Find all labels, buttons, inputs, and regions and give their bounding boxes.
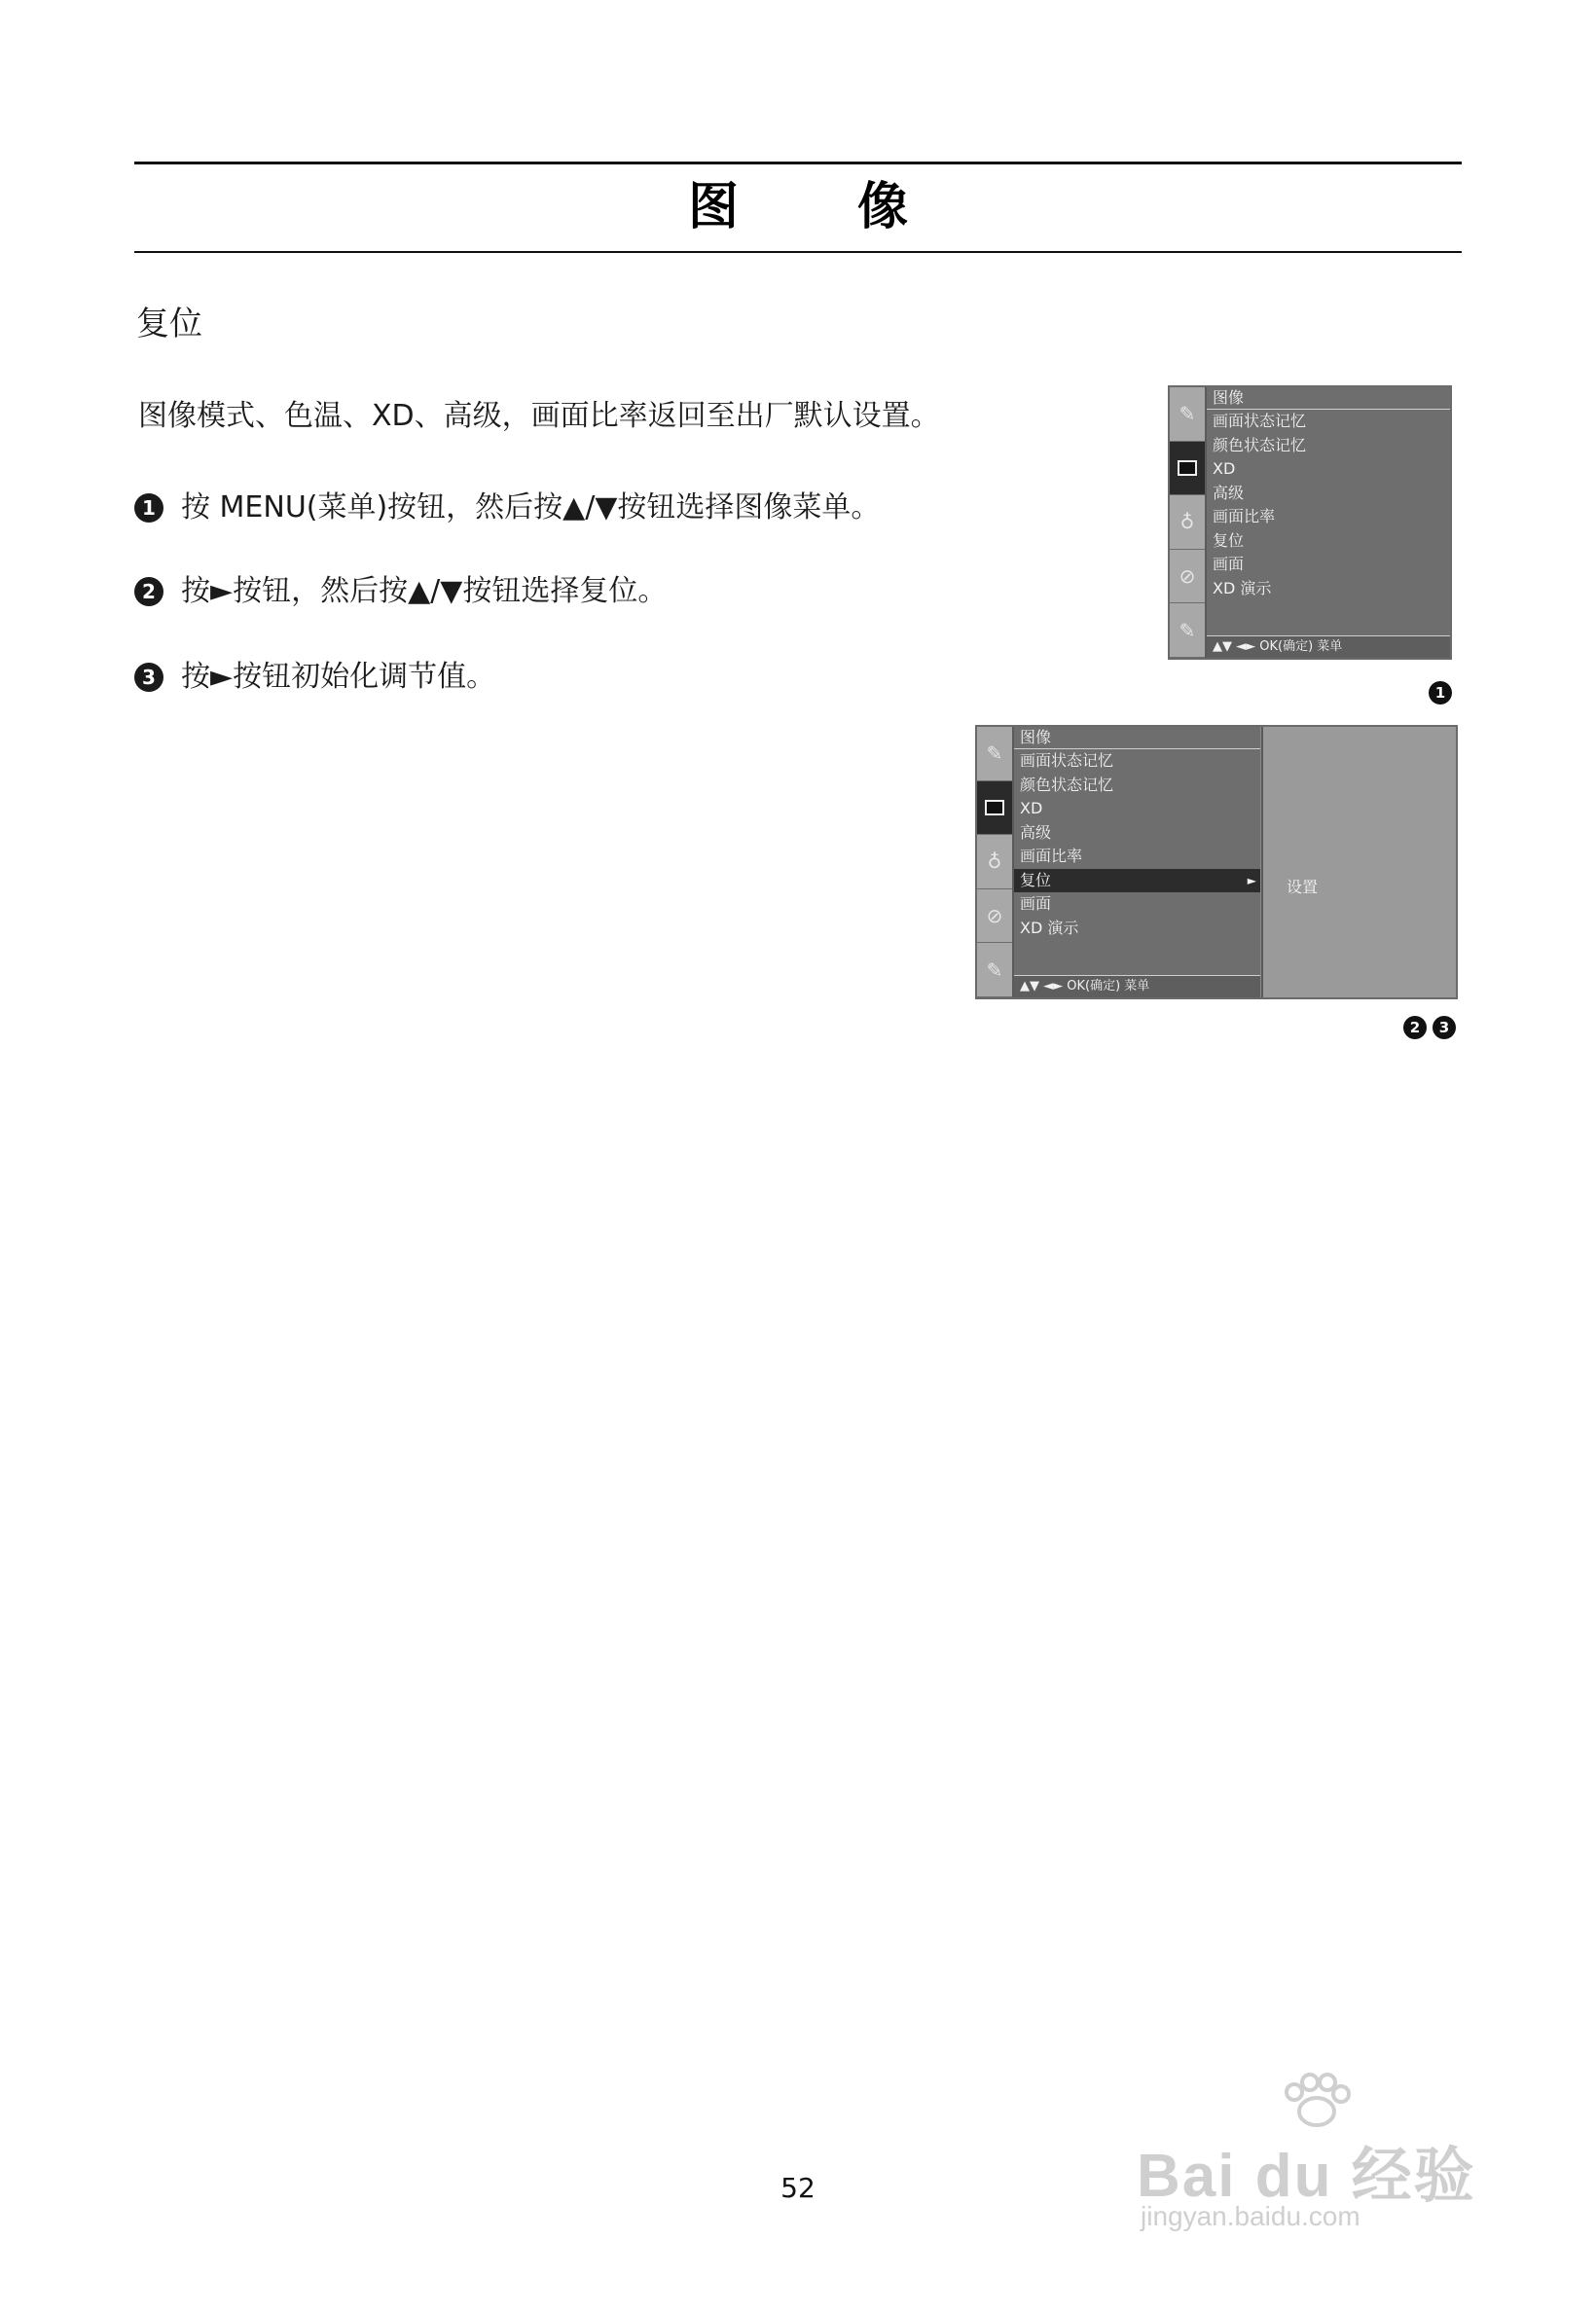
osd-menu-item: 画面: [1020, 894, 1052, 913]
header-rule-bottom: [134, 251, 1462, 253]
step-1: [134, 488, 880, 527]
osd-menu-item: 画面状态记忆: [1213, 412, 1307, 430]
step-number-icon: 3: [134, 663, 163, 692]
sound-icon: ♁: [977, 835, 1012, 889]
satellite-icon: ✎: [1170, 387, 1205, 442]
picture-icon: [1170, 442, 1205, 496]
page-title: 图 像: [687, 178, 960, 236]
osd-menu-item-label: 复位: [1020, 870, 1052, 889]
watermark-url: jingyan.baidu.com: [1141, 2201, 1360, 2231]
sound-icon: ♁: [1170, 495, 1205, 550]
right-arrow-icon: ►: [1247, 873, 1256, 887]
time-icon: ⊘: [1170, 550, 1205, 604]
step-text: 按►按钮初始化调节值。: [181, 660, 496, 694]
osd-menu-footer: ▲▼ ◄► OK(确定) 菜单: [1207, 635, 1450, 658]
option-icon: ✎: [977, 943, 1012, 997]
step-number-icon: 3: [1433, 1016, 1456, 1039]
step-number-icon: 1: [134, 493, 163, 523]
osd-menu-item: 颜色状态记忆: [1213, 435, 1307, 454]
figure-marker-2-3: [1403, 1016, 1456, 1039]
option-icon: ✎: [1170, 603, 1205, 658]
page-number: 52: [780, 2172, 816, 2204]
time-icon: ⊘: [977, 889, 1012, 944]
step-3: [134, 658, 495, 697]
baidu-watermark: [1137, 2073, 1506, 2231]
osd-menu-item: XD 演示: [1020, 918, 1079, 937]
osd-menu-picture: [1168, 385, 1452, 660]
osd-submenu: [1261, 727, 1456, 997]
osd-menu-header: 图像: [1014, 727, 1260, 749]
step-text: 按►按钮，然后按▲/▼按钮选择复位。: [181, 574, 668, 608]
step-2: [134, 572, 667, 611]
osd-menu-item-selected: [1014, 869, 1260, 893]
osd-menu-footer: ▲▼ ◄► OK(确定) 菜单: [1014, 975, 1260, 997]
step-number-icon: 2: [134, 577, 163, 606]
step-number-icon: 1: [1429, 681, 1452, 704]
osd-menu-panel: [1207, 387, 1450, 658]
osd-icon-column: [1170, 387, 1207, 658]
osd-menu-item: 高级: [1020, 822, 1052, 842]
osd-menu-reset: [975, 725, 1458, 999]
osd-menu-item: 画面比率: [1213, 507, 1276, 525]
picture-icon: [977, 781, 1012, 836]
osd-submenu-option: 设置: [1287, 878, 1319, 896]
watermark-brand: Bai du 经验: [1137, 2143, 1476, 2210]
section-title: 复位: [136, 305, 202, 343]
osd-menu-item: XD: [1020, 799, 1043, 817]
osd-menu-item: 画面比率: [1020, 847, 1083, 865]
osd-menu-item: XD 演示: [1213, 578, 1272, 597]
osd-menu-item: XD: [1213, 459, 1236, 478]
osd-menu-item: 高级: [1213, 483, 1245, 502]
osd-menu-item: 颜色状态记忆: [1020, 775, 1114, 794]
figure-marker-1: [1429, 681, 1452, 704]
osd-menu-panel: [1014, 727, 1260, 997]
paw-icon: [1273, 2073, 1360, 2131]
step-text: 按 MENU(菜单)按钮，然后按▲/▼按钮选择图像菜单。: [181, 490, 881, 524]
osd-icon-column: [977, 727, 1014, 997]
header-rule-top: [134, 162, 1462, 164]
osd-menu-header: 图像: [1207, 387, 1450, 410]
intro-text: 图像模式、色温、XD、高级，画面比率返回至出厂默认设置。: [138, 399, 940, 433]
osd-menu-item: 画面状态记忆: [1020, 751, 1114, 770]
osd-menu-item: 画面: [1213, 555, 1245, 573]
step-number-icon: 2: [1403, 1016, 1427, 1039]
osd-menu-item: 复位: [1213, 530, 1245, 550]
satellite-icon: ✎: [977, 727, 1012, 781]
